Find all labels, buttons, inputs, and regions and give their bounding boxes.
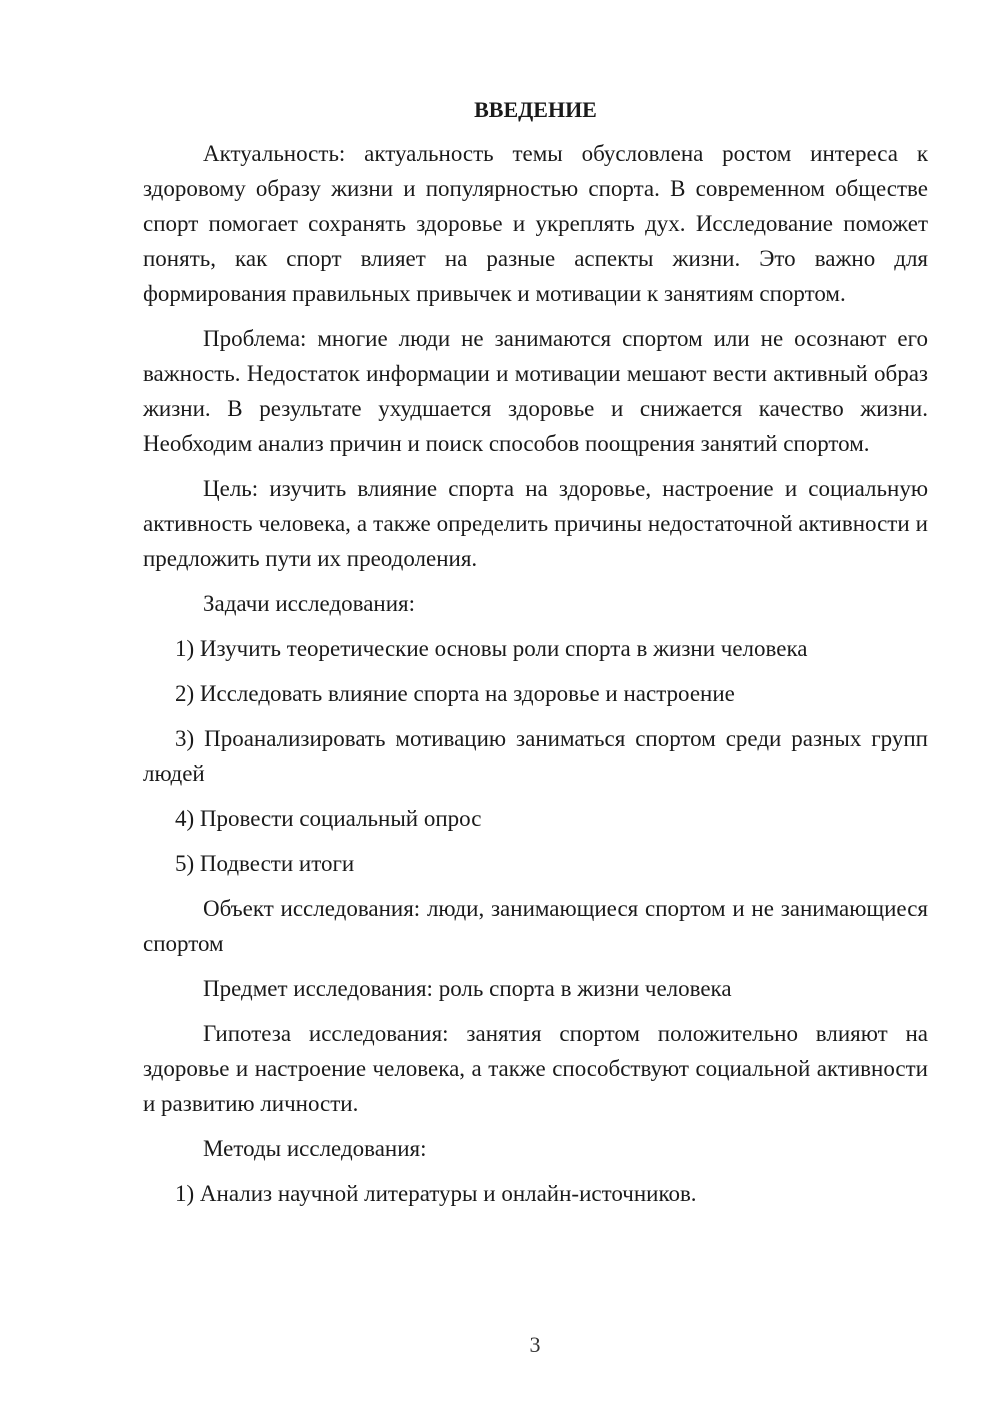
subject-paragraph: Предмет исследования: роль спорта в жизни человека <box>203 976 732 1001</box>
tasks-heading: Задачи исследования: <box>203 591 416 616</box>
page-number: 3 <box>529 1332 541 1357</box>
problem-paragraph: Проблема: многие люди не занимаются спортом или не осознают его важность. Недостаток информации и мотивации мешают вести активный образ жизни. В результате ухудшается здоровье и снижается качество жизни. Необходим анализ причин и поиск способов поощрения занятий спортом. <box>143 326 928 456</box>
goal-paragraph: Цель: изучить влияние спорта на здоровье, настроение и социальную активность человека, а также определить причины недостаточной активности и предложить пути их преодоления. <box>143 476 928 571</box>
method-item: 1) Анализ научной литературы и онлайн-источников. <box>175 1181 697 1206</box>
methods-heading: Методы исследования: <box>203 1136 427 1161</box>
task-item: 2) Исследовать влияние спорта на здоровье и настроение <box>175 681 735 706</box>
task-item: 3) Проанализировать мотивацию заниматься спортом среди разных групп людей <box>143 726 928 786</box>
task-item: 4) Провести социальный опрос <box>175 806 482 831</box>
task-item: 1) Изучить теоретические основы роли спорта в жизни человека <box>175 636 808 661</box>
object-paragraph: Объект исследования: люди, занимающиеся спортом и не занимающиеся спортом <box>143 896 928 956</box>
task-item: 5) Подвести итоги <box>175 851 355 876</box>
document-page <box>143 92 928 1221</box>
hypothesis-paragraph: Гипотеза исследования: занятия спортом положительно влияют на здоровье и настроение человека, а также способствуют социальной активности и развитию личности. <box>143 1021 928 1116</box>
section-title: ВВЕДЕНИЕ <box>474 97 597 122</box>
relevance-paragraph: Актуальность: актуальность темы обусловлена ростом интереса к здоровому образу жизни и популярностью спорта. В современном обществе спорт помогает сохранять здоровье и укреплять дух. Исследование поможет понять, как спорт влияет на разные аспекты жизни. Это важно для формирования правильных привычек и мотивации к занятиям спортом. <box>143 141 928 306</box>
